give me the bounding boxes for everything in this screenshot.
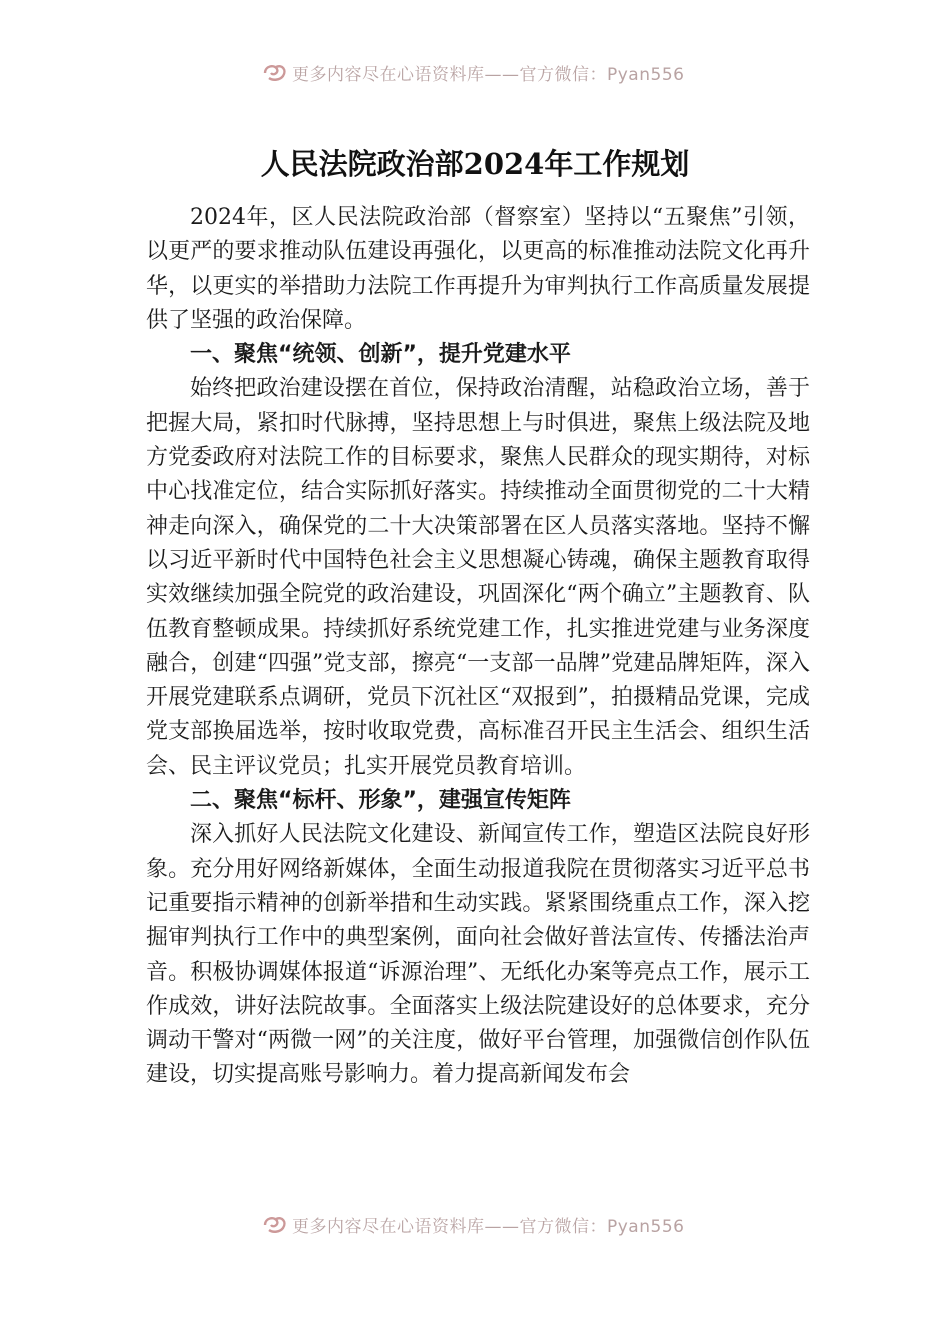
watermark-top — [262, 60, 684, 84]
intro-paragraph: 2024年，区人民法院政治部（督察室）坚持以“五聚焦”引领，以更严的要求推动队伍建设再强化，以更高的标准推动法院文化再升华，以更实的举措助力法院工作再提升为审判执行工作高质量发展提供了坚强的政治保障。 — [146, 205, 810, 333]
section-heading: 一、聚焦“统领、创新”，提升党建水平 — [190, 342, 571, 368]
section-paragraph: 始终把政治建设摆在首位，保持政治清醒，站稳政治立场，善于把握大局，紧扣时代脉搏，坚持思想上与时俱进，聚焦上级法院及地方党委政府对法院工作的目标要求，聚焦人民群众的现实期待，对标中心找准定位，结合实际抓好落实。持续推动全面贯彻党的二十大精神走向深入，确保党的二十大决策部署在区人员落实落地。坚持不懈以习近平新时代中国特色社会主义思想凝心铸魂，确保主题教育取得实效继续加强全院党的政治建设，巩固深化“两个确立”主题教育、队伍教育整顿成果。持续抓好系统党建工作，扎实推进党建与业务深度融合，创建“四强”党支部，擦亮“一支部一品牌”党建品牌矩阵，深入开展党建联系点调研，党员下沉社区“双报到”，拍摄精品党课，完成党支部换届选举，按时收取党费，高标准召开民主生活会、组织生活会、民主评议党员；扎实开展党员教育培训。 — [146, 376, 810, 779]
document-title: 人民法院政治部2024年工作规划 — [260, 147, 690, 181]
watermark-text: 更多内容尽在心语资料库——官方微信：Pyan556 — [292, 64, 685, 85]
swirl-logo-icon — [262, 1213, 288, 1235]
section-heading: 二、聚焦“标杆、形象”，建强宣传矩阵 — [190, 788, 571, 814]
document-body — [146, 201, 810, 1093]
swirl-logo-icon — [262, 61, 288, 83]
section-paragraph: 深入抓好人民法院文化建设、新闻宣传工作，塑造区法院良好形象。充分用好网络新媒体，全面生动报道我院在贯彻落实习近平总书记重要指示精神的创新举措和生动实践。紧紧围绕重点工作，深入挖掘审判执行工作中的典型案例，面向社会做好普法宣传、传播法治声音。积极协调媒体报道“诉源治理”、无纸化办案等亮点工作，展示工作成效，讲好法院故事。全面落实上级法院建设好的总体要求，充分调动干警对“两微一网”的关注度，做好平台管理，加强微信创作队伍建设，切实提高账号影响力。着力提高新闻发布会 — [146, 822, 810, 1088]
watermark-bottom — [262, 1212, 684, 1236]
watermark-text: 更多内容尽在心语资料库——官方微信：Pyan556 — [292, 1216, 685, 1237]
